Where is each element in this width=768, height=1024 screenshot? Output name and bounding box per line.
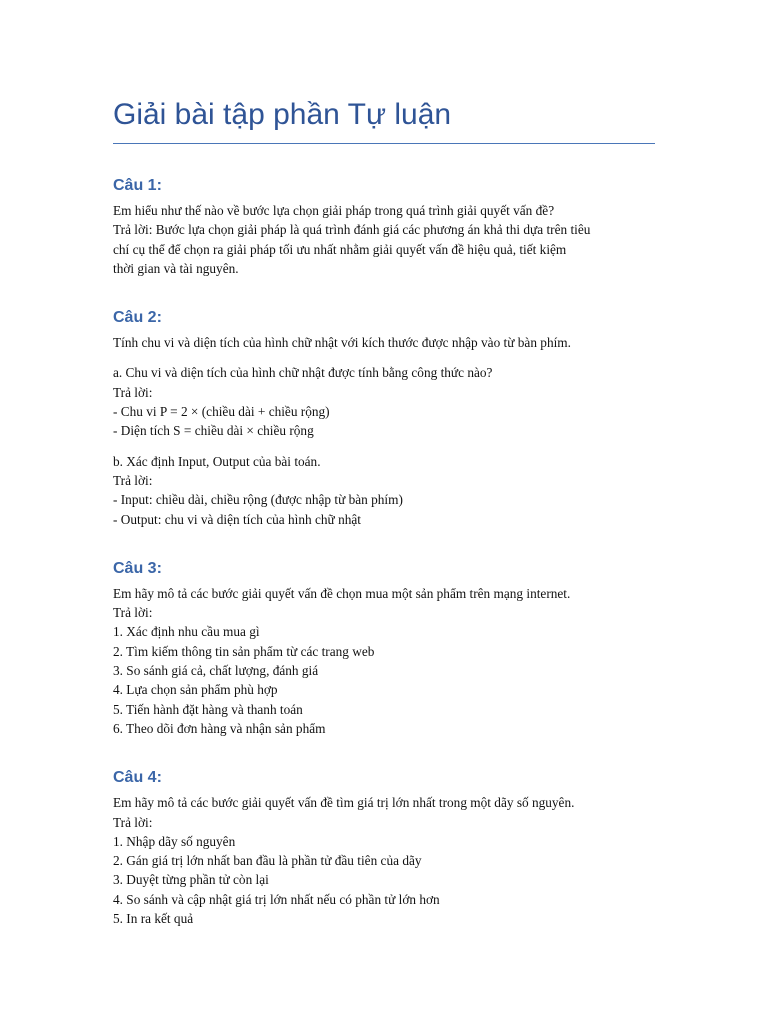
question-4-step: 4. So sánh và cập nhật giá trị lớn nhất nếu có phần tử lớn hơn bbox=[113, 891, 440, 907]
question-2a-answer-line: - Chu vi P = 2 × (chiều dài + chiều rộng) bbox=[113, 404, 330, 420]
question-4-step: 5. In ra kết quả bbox=[113, 911, 194, 927]
question-2-text: Tính chu vi và diện tích của hình chữ nhật với kích thước được nhập vào từ bàn phím. bbox=[113, 335, 571, 351]
question-4-text: Em hãy mô tả các bước giải quyết vấn đề tìm giá trị lớn nhất trong một dãy số nguyên. bbox=[113, 795, 575, 811]
question-2b-text: b. Xác định Input, Output của bài toán. bbox=[113, 453, 321, 469]
question-4-answer-label: Trả lời: bbox=[113, 814, 153, 830]
question-3-step: 1. Xác định nhu cầu mua gì bbox=[113, 624, 260, 640]
question-3-text: Em hãy mô tả các bước giải quyết vấn đề chọn mua một sản phẩm trên mạng internet. bbox=[113, 585, 571, 601]
question-1-answer-line: Trả lời: Bước lựa chọn giải pháp là quá trình đánh giá các phương án khả thi dựa trên tiêu bbox=[113, 222, 591, 238]
question-2 bbox=[113, 308, 655, 529]
question-4-heading: Câu 4: bbox=[113, 769, 162, 787]
question-1-text: Em hiểu như thế nào về bước lựa chọn giải pháp trong quá trình giải quyết vấn đề? bbox=[113, 203, 555, 218]
question-1-answer-line: chí cụ thể để chọn ra giải pháp tối ưu nhất nhằm giải quyết vấn đề hiệu quả, tiết kiệm bbox=[113, 241, 567, 257]
question-3-step: 4. Lựa chọn sản phẩm phù hợp bbox=[113, 682, 278, 698]
question-1-heading: Câu 1: bbox=[113, 177, 162, 194]
page-title: Giải bài tập phần Tự luận bbox=[113, 96, 655, 144]
question-1 bbox=[113, 176, 655, 278]
question-3-answer-label: Trả lời: bbox=[113, 605, 153, 621]
question-4-step: 2. Gán giá trị lớn nhất ban đầu là phần tử đầu tiên của dãy bbox=[113, 853, 422, 869]
question-4-step: 3. Duyệt từng phần tử còn lại bbox=[113, 872, 269, 888]
question-2a-text: a. Chu vi và diện tích của hình chữ nhật được tính bằng công thức nào? bbox=[113, 365, 493, 381]
question-2a-answer-label: Trả lời: bbox=[113, 384, 153, 400]
question-3-step: 5. Tiến hành đặt hàng và thanh toán bbox=[113, 701, 303, 717]
question-2b-answer-label: Trả lời: bbox=[113, 472, 153, 488]
question-3 bbox=[113, 559, 655, 738]
question-4 bbox=[113, 768, 655, 928]
question-3-heading: Câu 3: bbox=[113, 559, 162, 577]
question-4-step: 1. Nhập dãy số nguyên bbox=[113, 833, 236, 849]
question-2a-answer-line: - Diện tích S = chiều dài × chiều rộng bbox=[113, 423, 314, 439]
question-1-answer-line: thời gian và tài nguyên. bbox=[113, 260, 239, 276]
question-2b-answer-line: - Input: chiều dài, chiều rộng (được nhập từ bàn phím) bbox=[113, 492, 403, 508]
question-3-step: 6. Theo dõi đơn hàng và nhận sản phẩm bbox=[113, 720, 326, 736]
question-3-step: 3. So sánh giá cả, chất lượng, đánh giá bbox=[113, 663, 319, 679]
question-2b-answer-line: - Output: chu vi và diện tích của hình chữ nhật bbox=[113, 511, 361, 527]
question-2-heading: Câu 2: bbox=[113, 309, 162, 327]
question-3-step: 2. Tìm kiếm thông tin sản phẩm từ các trang web bbox=[113, 643, 375, 659]
